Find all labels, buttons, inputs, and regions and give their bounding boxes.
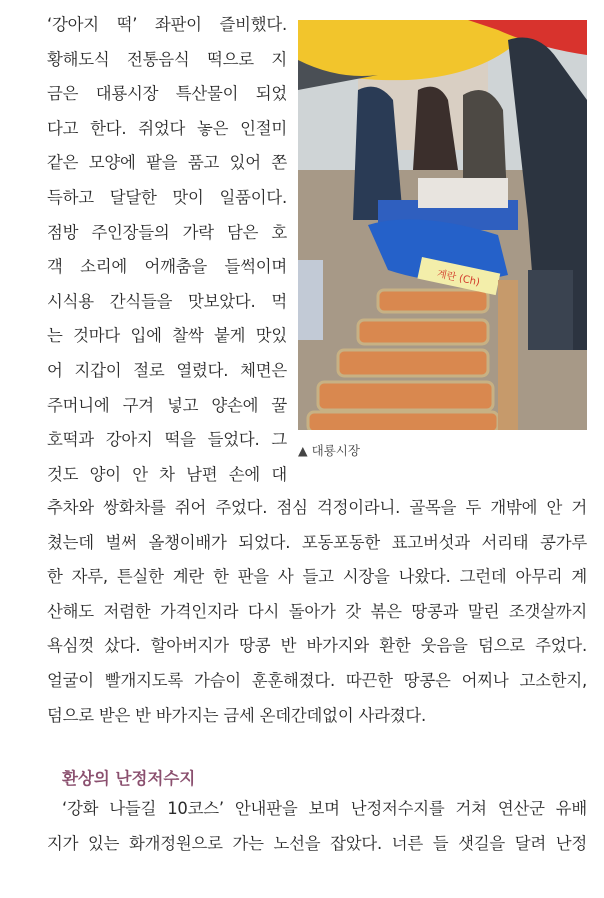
text-line: 금은 대룡시장 특산물이 되었	[47, 84, 287, 104]
text-line: 득하고 달달한 맛이 일품이다.	[47, 187, 287, 207]
caption-text: 대룡시장	[311, 443, 360, 458]
text-line: 어 지갑이 절로 열렸다. 체면은	[47, 360, 287, 380]
body-text-narrow	[47, 8, 287, 492]
text-line: 욕심껏 샀다. 할아버지가 땅콩 반 바가지와 환한 웃음을 덤으로 주었다.	[47, 636, 587, 656]
text-line: 추차와 쌍화차를 쥐어 주었다. 점심 걱정이라니. 골목을 두 개밖에 안 거	[47, 498, 587, 517]
text-line: ‘강화 나들길 10코스’ 안내판을 보며 난정저수지를 거쳐 연산군 유배	[62, 799, 587, 818]
text-line: 쳤는데 벌써 올챙이배가 되었다. 포동포동한 표고버섯과 서리태 콩가루	[47, 532, 587, 552]
text-line: 객 소리에 어깨춤을 들썩이며	[47, 257, 287, 277]
text-line: 얼굴이 빨개지도록 가슴이 훈훈해졌다. 따끈한 땅콩은 어찌나 고소한지,	[47, 670, 587, 690]
text-line: 시식용 간식들을 맛보았다. 먹	[47, 291, 287, 311]
text-line: ‘강아지 떡’ 좌판이 즐비했다.	[47, 15, 287, 34]
text-line: 황해도식 전통음식 떡으로 지	[47, 49, 287, 69]
text-line: 지가 있는 화개정원으로 가는 노선을 잡았다. 너른 들 샛길을 달려 난정	[47, 833, 587, 853]
market-photo	[298, 20, 587, 430]
section2-text	[47, 792, 587, 861]
text-line: 것도 양이 안 차 남편 손에 대	[47, 464, 287, 484]
text-line: 는 것마다 입에 찰싹 붙게 맛있	[47, 326, 287, 346]
text-line: 점방 주인장들의 가락 담은 호	[47, 222, 287, 242]
section-heading: 환상의 난정저수지	[62, 769, 196, 788]
text-line: 한 자루, 튼실한 계란 한 판을 사 들고 시장을 나왔다. 그런데 아무리 계	[47, 567, 587, 587]
text-line: 산해도 저렴한 가격인지라 다시 돌아가 갓 볶은 땅콩과 말린 조갯살까지	[47, 601, 587, 621]
text-line: 같은 모양에 팥을 품고 있어 쫀	[47, 153, 287, 173]
egg-sign: 계란 (Ch)	[435, 268, 481, 289]
text-line: 덤으로 받은 반 바가지는 금세 온데간데없이 사라졌다.	[47, 705, 427, 725]
text-line: 다고 한다. 쥐었다 놓은 인절미	[47, 118, 287, 138]
text-line: 호떡과 강아지 떡을 들었다. 그	[47, 430, 287, 450]
photo-caption	[298, 441, 364, 459]
body-text-wide	[47, 491, 587, 733]
text-line: 주머니에 구겨 넣고 양손에 꿀	[47, 395, 287, 415]
triangle-marker-icon: ▲	[298, 443, 308, 458]
